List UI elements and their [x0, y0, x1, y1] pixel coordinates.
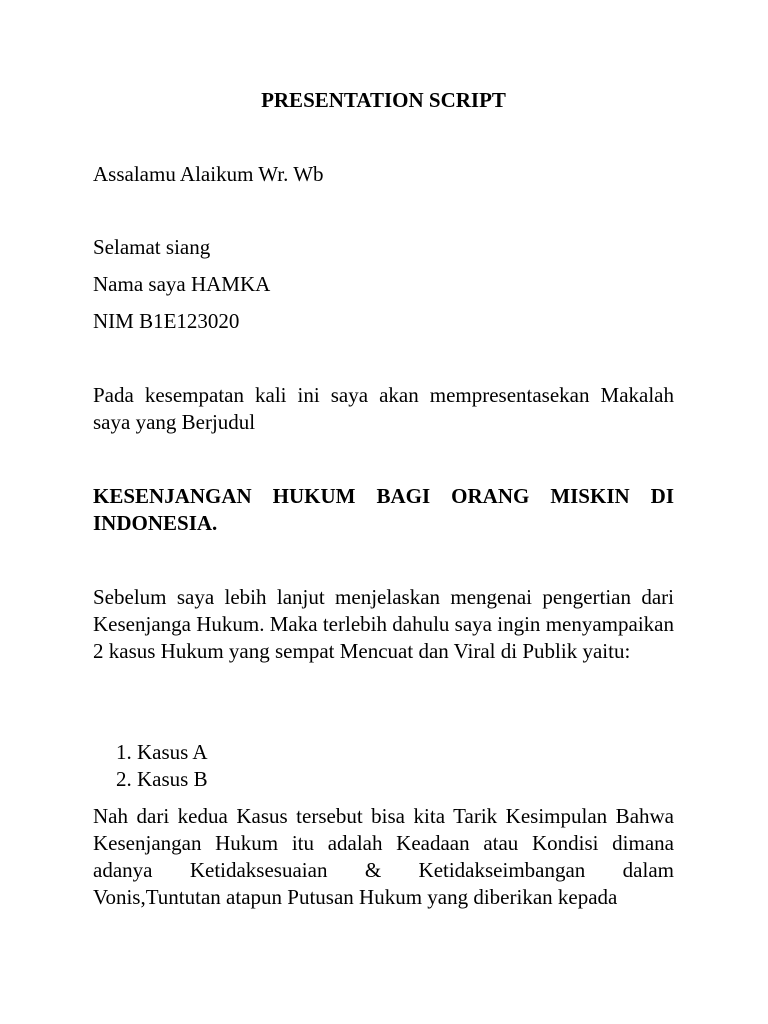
paragraph-cases-intro: Sebelum saya lebih lanjut menjelaskan mengenai pengertian dari Kesenjanga Hukum. Maka terlebih dahulu saya ingin menyampaikan 2 kasus Hukum yang sempat Mencuat dan Viral di Publik yaitu: — [93, 585, 674, 663]
paragraph-intro: Pada kesempatan kali ini saya akan mempresentasekan Makalah saya yang Berjudul — [93, 383, 674, 434]
greeting-text: Assalamu Alaikum Wr. Wb — [93, 162, 324, 186]
intro-line-greeting: Selamat siang — [93, 235, 211, 259]
paragraph-conclusion: Nah dari kedua Kasus tersebut bisa kita Tarik Kesimpulan Bahwa Kesenjangan Hukum itu adalah Keadaan atau Kondisi dimana adanya Ketidaksesuaian & Ketidakseimbangan dalam Vonis,Tuntutan atapun Putusan Hukum yang diberikan kepada — [93, 804, 674, 909]
case-list — [93, 739, 674, 793]
intro-line-nim: NIM B1E123020 — [93, 309, 240, 333]
document-title: PRESENTATION SCRIPT — [261, 88, 506, 112]
list-item: 1. Kasus A — [116, 740, 208, 764]
list-item: 2. Kasus B — [116, 767, 208, 791]
intro-line-name: Nama saya HAMKA — [93, 272, 271, 296]
paper-title-heading: KESENJANGAN HUKUM BAGI ORANG MISKIN DI INDONESIA. — [93, 484, 674, 535]
